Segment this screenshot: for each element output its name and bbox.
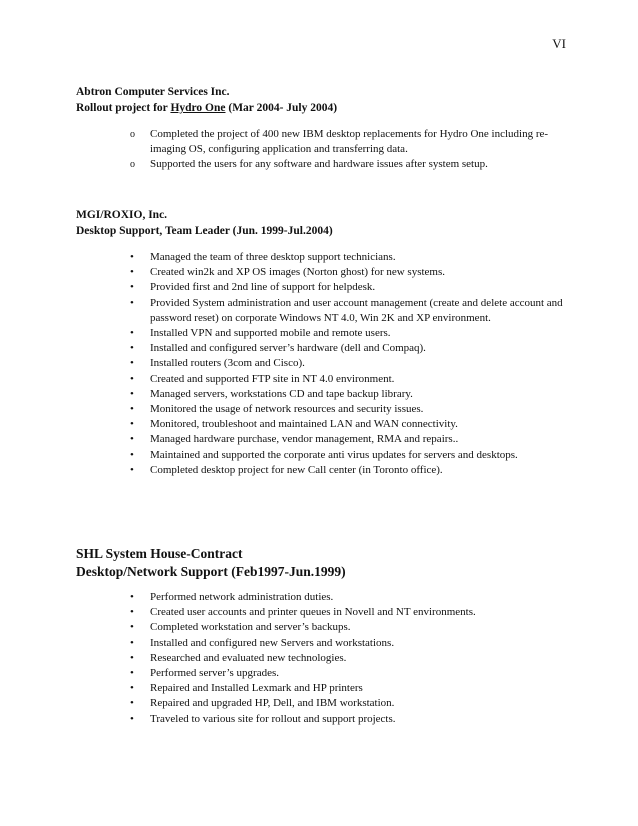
bullet-marker: • (130, 433, 134, 446)
list-item: • Repaired and upgraded HP, Dell, and IBM workstation. (76, 696, 576, 711)
bullet-marker: • (130, 591, 134, 603)
bullet-marker: • (130, 357, 134, 370)
page-number: VI (552, 36, 566, 51)
bullet-marker: o (130, 129, 135, 140)
bullet-marker: • (130, 606, 134, 619)
duties-list (76, 250, 576, 478)
bullet-marker: • (130, 387, 134, 400)
bullet-marker: • (130, 697, 134, 710)
bullet-marker: • (130, 712, 134, 725)
role-title: Rollout project for Hydro One (Mar 2004- July 2004) (76, 102, 338, 114)
list-item: • Performed network administration duties. (76, 590, 576, 605)
bullet-marker: • (130, 251, 134, 263)
job-section-shl (76, 545, 576, 727)
role-title: Desktop/Network Support (Feb1997-Jun.1999) (76, 564, 346, 579)
company-name: SHL System House-Contract (76, 546, 243, 561)
list-item: • Managed hardware purchase, vendor management, RMA and repairs.. (76, 432, 576, 447)
bullet-marker: • (130, 281, 134, 294)
bullet-marker: • (130, 403, 134, 416)
company-name: MGI/ROXIO, Inc. (76, 209, 168, 221)
job-section-abtron (76, 84, 576, 173)
company-name: Abtron Computer Services Inc. (76, 86, 230, 98)
bullet-marker: • (130, 296, 134, 309)
list-item: • Traveled to various site for rollout and support projects. (76, 712, 576, 727)
duties-list (76, 127, 576, 173)
list-item: • Installed and configured new Servers and workstations. (76, 636, 576, 651)
list-item: • Installed and configured server’s hardware (dell and Compaq). (76, 341, 576, 356)
bullet-marker: • (130, 463, 134, 476)
list-item: • Provided first and 2nd line of support for helpdesk. (76, 280, 576, 295)
list-item: • Completed desktop project for new Call center (in Toronto office). (76, 463, 576, 478)
bullet-marker: • (130, 327, 134, 340)
list-item: • Monitored the usage of network resources and security issues. (76, 402, 576, 417)
job-section-mgi-roxio (76, 207, 576, 478)
bullet-marker: • (130, 636, 134, 649)
list-item: • Created win2k and XP OS images (Norton ghost) for new systems. (76, 265, 576, 280)
list-item: • Installed routers (3com and Cisco). (76, 356, 576, 371)
list-item: • Created user accounts and printer queues in Novell and NT environments. (76, 605, 576, 620)
list-item: • Maintained and supported the corporate anti virus updates for servers and desktops. (76, 448, 576, 463)
list-item: • Managed servers, workstations CD and tape backup library. (76, 387, 576, 402)
bullet-marker: • (130, 342, 134, 355)
list-item: o Supported the users for any software and hardware issues after system setup. (76, 157, 576, 172)
list-item: • Managed the team of three desktop support technicians. (76, 250, 576, 265)
list-item: o Completed the project of 400 new IBM desktop replacements for Hydro One including re-imaging OS, configuring application and transferring data. (130, 128, 549, 156)
client-name: Hydro One (170, 102, 226, 114)
list-item: • Installed VPN and supported mobile and remote users. (76, 326, 576, 341)
bullet-marker: • (130, 372, 134, 385)
bullet-marker: • (130, 621, 134, 634)
bullet-marker: • (130, 266, 134, 279)
list-item: • Created and supported FTP site in NT 4.0 environment. (76, 372, 576, 387)
list-item: • Repaired and Installed Lexmark and HP printers (76, 681, 576, 696)
list-item: • Monitored, troubleshoot and maintained LAN and WAN connectivity. (76, 417, 576, 432)
bullet-marker: • (130, 651, 134, 664)
role-title: Desktop Support, Team Leader (Jun. 1999-Jul.2004) (76, 225, 333, 237)
list-item: • Performed server’s upgrades. (76, 666, 576, 681)
bullet-marker: • (130, 667, 134, 680)
list-item: • Provided System administration and user account management (create and delete account and password reset) on corporate Windows NT 4.0, Win 2K and XP environment. (130, 296, 563, 324)
bullet-marker: • (130, 448, 134, 461)
bullet-marker: • (130, 682, 134, 695)
bullet-marker: • (130, 418, 134, 431)
list-item: • Completed workstation and server’s backups. (76, 620, 576, 635)
list-item: • Researched and evaluated new technologies. (76, 651, 576, 666)
duties-list (76, 590, 576, 727)
bullet-marker: o (130, 159, 135, 171)
